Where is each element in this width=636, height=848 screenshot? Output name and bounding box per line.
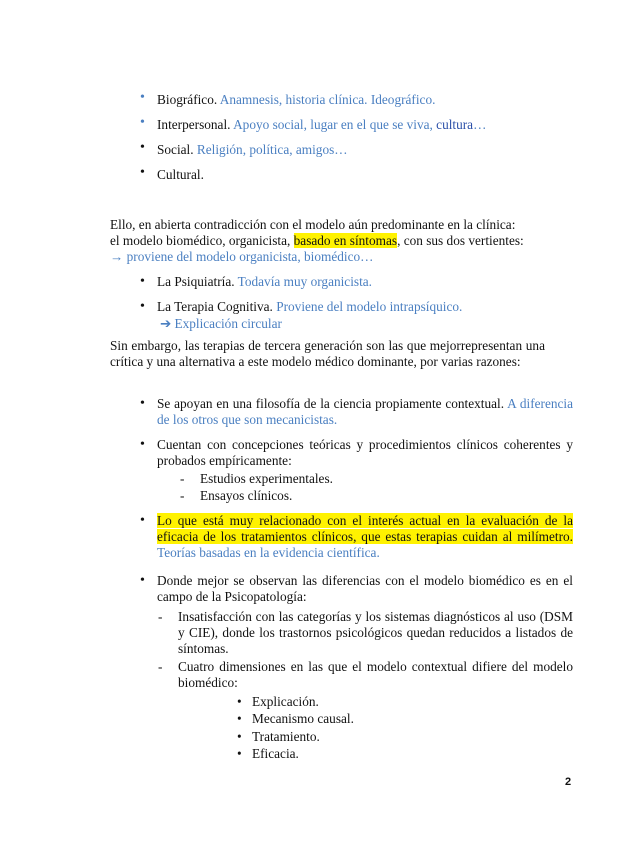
item-text: Se apoyan en una filosofía de la ciencia propiamente contextual. xyxy=(157,396,505,411)
bullet-icon: • xyxy=(237,729,242,744)
item-detail: Apoyo social, lugar en el que se viva, xyxy=(233,117,433,132)
dash-item: - Ensayos clínicos. xyxy=(180,488,293,503)
sub-text: Explicación. xyxy=(252,694,319,709)
item-detail: A diferencia de los otros que son mecanicistas. xyxy=(157,396,574,427)
bullet-icon: • xyxy=(140,573,145,588)
list-item-social xyxy=(140,140,348,158)
bullet-icon: • xyxy=(140,274,145,289)
sub-text: Mecanismo causal. xyxy=(252,711,354,726)
bullet-icon: • xyxy=(140,140,145,155)
bullet-icon: • xyxy=(237,694,242,709)
dash-item: - Cuatro dimensiones en las que el modelo contextual difiere del modelo biomédico: xyxy=(158,659,573,690)
list-item-cultural xyxy=(140,165,204,183)
item-label: La Terapia Cognitiva. xyxy=(157,299,273,314)
bullet-icon: • xyxy=(140,513,145,528)
reason-item-concepciones xyxy=(140,437,573,469)
list-item-terapia-cognitiva xyxy=(140,299,573,315)
item-detail: Proviene del modelo intrapsíquico. xyxy=(276,299,463,314)
dash-text: Insatisfacción con las categorías y los sistemas diagnósticos al uso (DSM y CIE), donde los trastornos psicológicos quedan reducidos a listados de síntomas. xyxy=(178,609,573,656)
bullet-icon: • xyxy=(140,90,145,105)
item-detail: Anamnesis, historia clínica. Ideográfico. xyxy=(219,92,436,107)
dash-text: Estudios experimentales. xyxy=(200,471,333,486)
bullet-icon: • xyxy=(140,165,145,180)
bullet-icon: • xyxy=(237,711,242,726)
item-label: Interpersonal. xyxy=(157,117,231,132)
page-number: 2 xyxy=(565,776,572,788)
list-item-biografico xyxy=(140,90,436,108)
para-text: , con sus dos vertientes: xyxy=(397,233,524,248)
item-detail: Teorías basadas en la evidencia científica. xyxy=(157,545,380,560)
list-item-psiquiatria xyxy=(140,274,573,290)
dash-item: - Insatisfacción con las categorías y los sistemas diagnósticos al uso (DSM y CIE), donde los trastornos psicológicos quedan reducidos a listados de síntomas. xyxy=(158,609,573,656)
sub-text: Eficacia. xyxy=(252,746,299,761)
dash-text: Ensayos clínicos. xyxy=(200,488,293,503)
reason-item-filosofia xyxy=(140,396,574,428)
bullet-icon: • xyxy=(237,746,242,761)
reason-item-eficacia xyxy=(140,513,573,561)
para-line xyxy=(110,233,545,249)
item-detail: Religión, política, amigos… xyxy=(196,142,348,157)
item-detail: Todavía muy organicista. xyxy=(237,274,373,289)
paragraph-contradiccion xyxy=(110,217,545,265)
item-detail-extra: cultura xyxy=(436,117,474,132)
dash-text: Cuatro dimensiones en las que el modelo contextual difiere del modelo biomédico: xyxy=(178,659,573,690)
arrow-note: → proviene del modelo organicista, biomédico… xyxy=(110,249,374,264)
item-text: Donde mejor se observan las diferencias con el modelo biomédico es en el campo de la Psicopatología: xyxy=(157,573,573,604)
sub-item xyxy=(237,711,354,727)
reason-item-psicopatologia xyxy=(140,573,573,605)
bullet-icon: • xyxy=(140,396,145,411)
dash-item: - Estudios experimentales. xyxy=(180,471,333,486)
bullet-icon: • xyxy=(140,115,145,130)
item-label: Cultural. xyxy=(157,167,204,182)
sub-text: Tratamiento. xyxy=(252,729,320,744)
highlighted-text: basado en síntomas xyxy=(293,233,398,248)
sub-item xyxy=(237,694,319,710)
sub-item xyxy=(237,746,299,762)
item-text: Cuentan con concepciones teóricas y procedimientos clínicos coherentes y probados empíricamente: xyxy=(157,437,573,468)
item-detail-tail: … xyxy=(473,117,487,132)
para-text: el modelo biomédico, organicista, xyxy=(110,233,291,248)
paragraph-sin-embargo: Sin embargo, las terapias de tercera generación son las que mejorrepresentan una crítica y una alternativa a este modelo médico dominante, por varias razones: xyxy=(110,338,545,369)
list-item-interpersonal xyxy=(140,115,487,133)
para-line: Ello, en abierta contradicción con el modelo aún predominante en la clínica: xyxy=(110,217,516,232)
highlighted-text: Lo que está muy relacionado con el interés actual en la evaluación de la eficacia de los tratamientos clínicos, que estas terapias cuidan al milímetro. xyxy=(157,513,573,544)
bullet-icon: • xyxy=(140,437,145,452)
circular-note: ➔ Explicación circular xyxy=(160,316,282,331)
sub-item xyxy=(237,729,320,745)
item-label: Biográfico. xyxy=(157,92,218,107)
item-label: La Psiquiatría. xyxy=(157,274,235,289)
bullet-icon: • xyxy=(140,299,145,314)
item-label: Social. xyxy=(157,142,194,157)
